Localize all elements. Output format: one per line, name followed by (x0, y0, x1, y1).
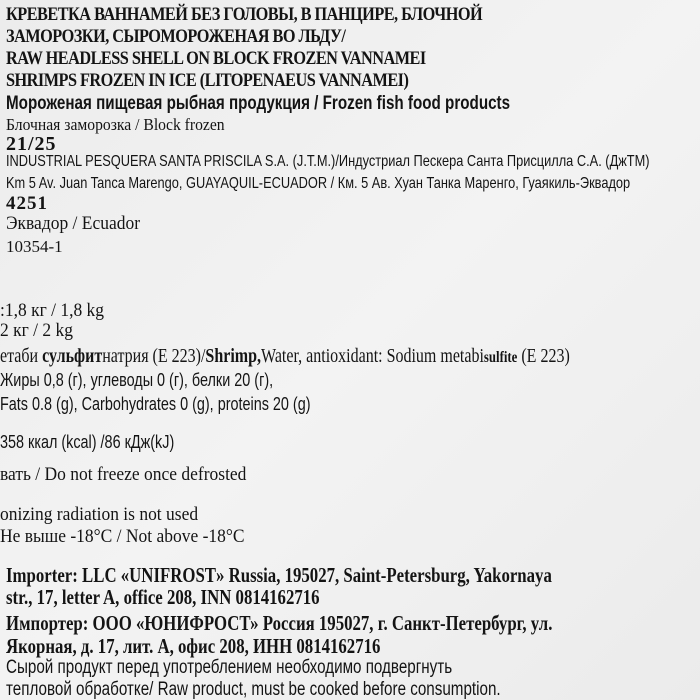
lot-number: 10354-1 (6, 237, 63, 256)
title-line-1: КРЕВЕТКА ВАННАМЕЙ БЕЗ ГОЛОВЫ, В ПАНЦИРЕ, БЛОЧНОЙ (6, 5, 483, 25)
manufacturer: INDUSTRIAL PESQUERA SANTA PRISCILA S.A. (J.T.M.)/Индустриал Пескера Санта Присцилла С.А. (ДжТМ) (6, 153, 650, 170)
title-line-2: ЗАМОРОЗКИ, СЫРОМОРОЖЕНАЯ ВО ЛЬДУ/ (6, 27, 346, 47)
cooking-instruction-en: тепловой обработке/ Raw product, must be cooked before consumption. (6, 679, 501, 700)
country-of-origin: Эквадор / Ecuador (6, 213, 141, 234)
freezing-type: Блочная заморозка / Block frozen (6, 115, 225, 134)
size-grade: 21/25 (6, 133, 57, 155)
gross-weight: 2 кг / 2 kg (0, 320, 73, 341)
product-category: Мороженая пищевая рыбная продукция / Frozen fish food products (6, 93, 511, 114)
manufacturer-address: Km 5 Av. Juan Tanca Marengo, GUAYAQUIL-ECUADOR / Км. 5 Ав. Хуан Танка Маренго, Гуаякиль-Эквадор (6, 175, 631, 192)
nutrition-ru: Жиры 0,8 (г), углеводы 0 (г), белки 20 (г), (0, 370, 274, 390)
title-line-3: RAW HEADLESS SHELL ON BLOCK FROZEN VANNAMEI (6, 49, 426, 69)
nutrition-en: Fats 0.8 (g), Carbohydrates 0 (g), proteins 20 (g) (0, 394, 311, 414)
importer-ru-line-1: Импортер: ООО «ЮНИФРОСТ» Россия 195027, г. Санкт-Петербург, ул. (6, 611, 553, 635)
importer-en-line-2: str., 17, letter A, office 208, INN 0814162716 (6, 585, 320, 609)
importer-en-line-1: Importer: LLC «UNIFROST» Russia, 195027, Saint-Petersburg, Yakornaya (6, 563, 552, 587)
net-weight: :1,8 кг / 1,8 kg (0, 300, 105, 321)
title-line-4: SHRIMPS FROZEN IN ICE (LITOPENAEUS VANNAMEI) (6, 71, 409, 91)
ingredients: етаби сульфитнатрия (E 223)/Shrimp,Water, antioxidant: Sodium metabisulfite (E 223) (0, 345, 570, 367)
refreeze-warning: вать / Do not freeze once defrosted (0, 464, 247, 485)
radiation-notice: onizing radiation is not used (0, 504, 199, 525)
energy-value: 358 ккал (kcal) /86 кДж(kJ) (0, 432, 175, 452)
cooking-instruction-ru: Сырой продукт перед употреблением необходимо подвергнуть (6, 657, 453, 678)
plant-number: 4251 (6, 193, 48, 214)
importer-ru-line-2: Якорная, д. 17, лит. А, офис 208, ИНН 0814162716 (6, 634, 381, 658)
storage-temperature: Не выше -18°С / Not above -18°С (0, 526, 245, 547)
